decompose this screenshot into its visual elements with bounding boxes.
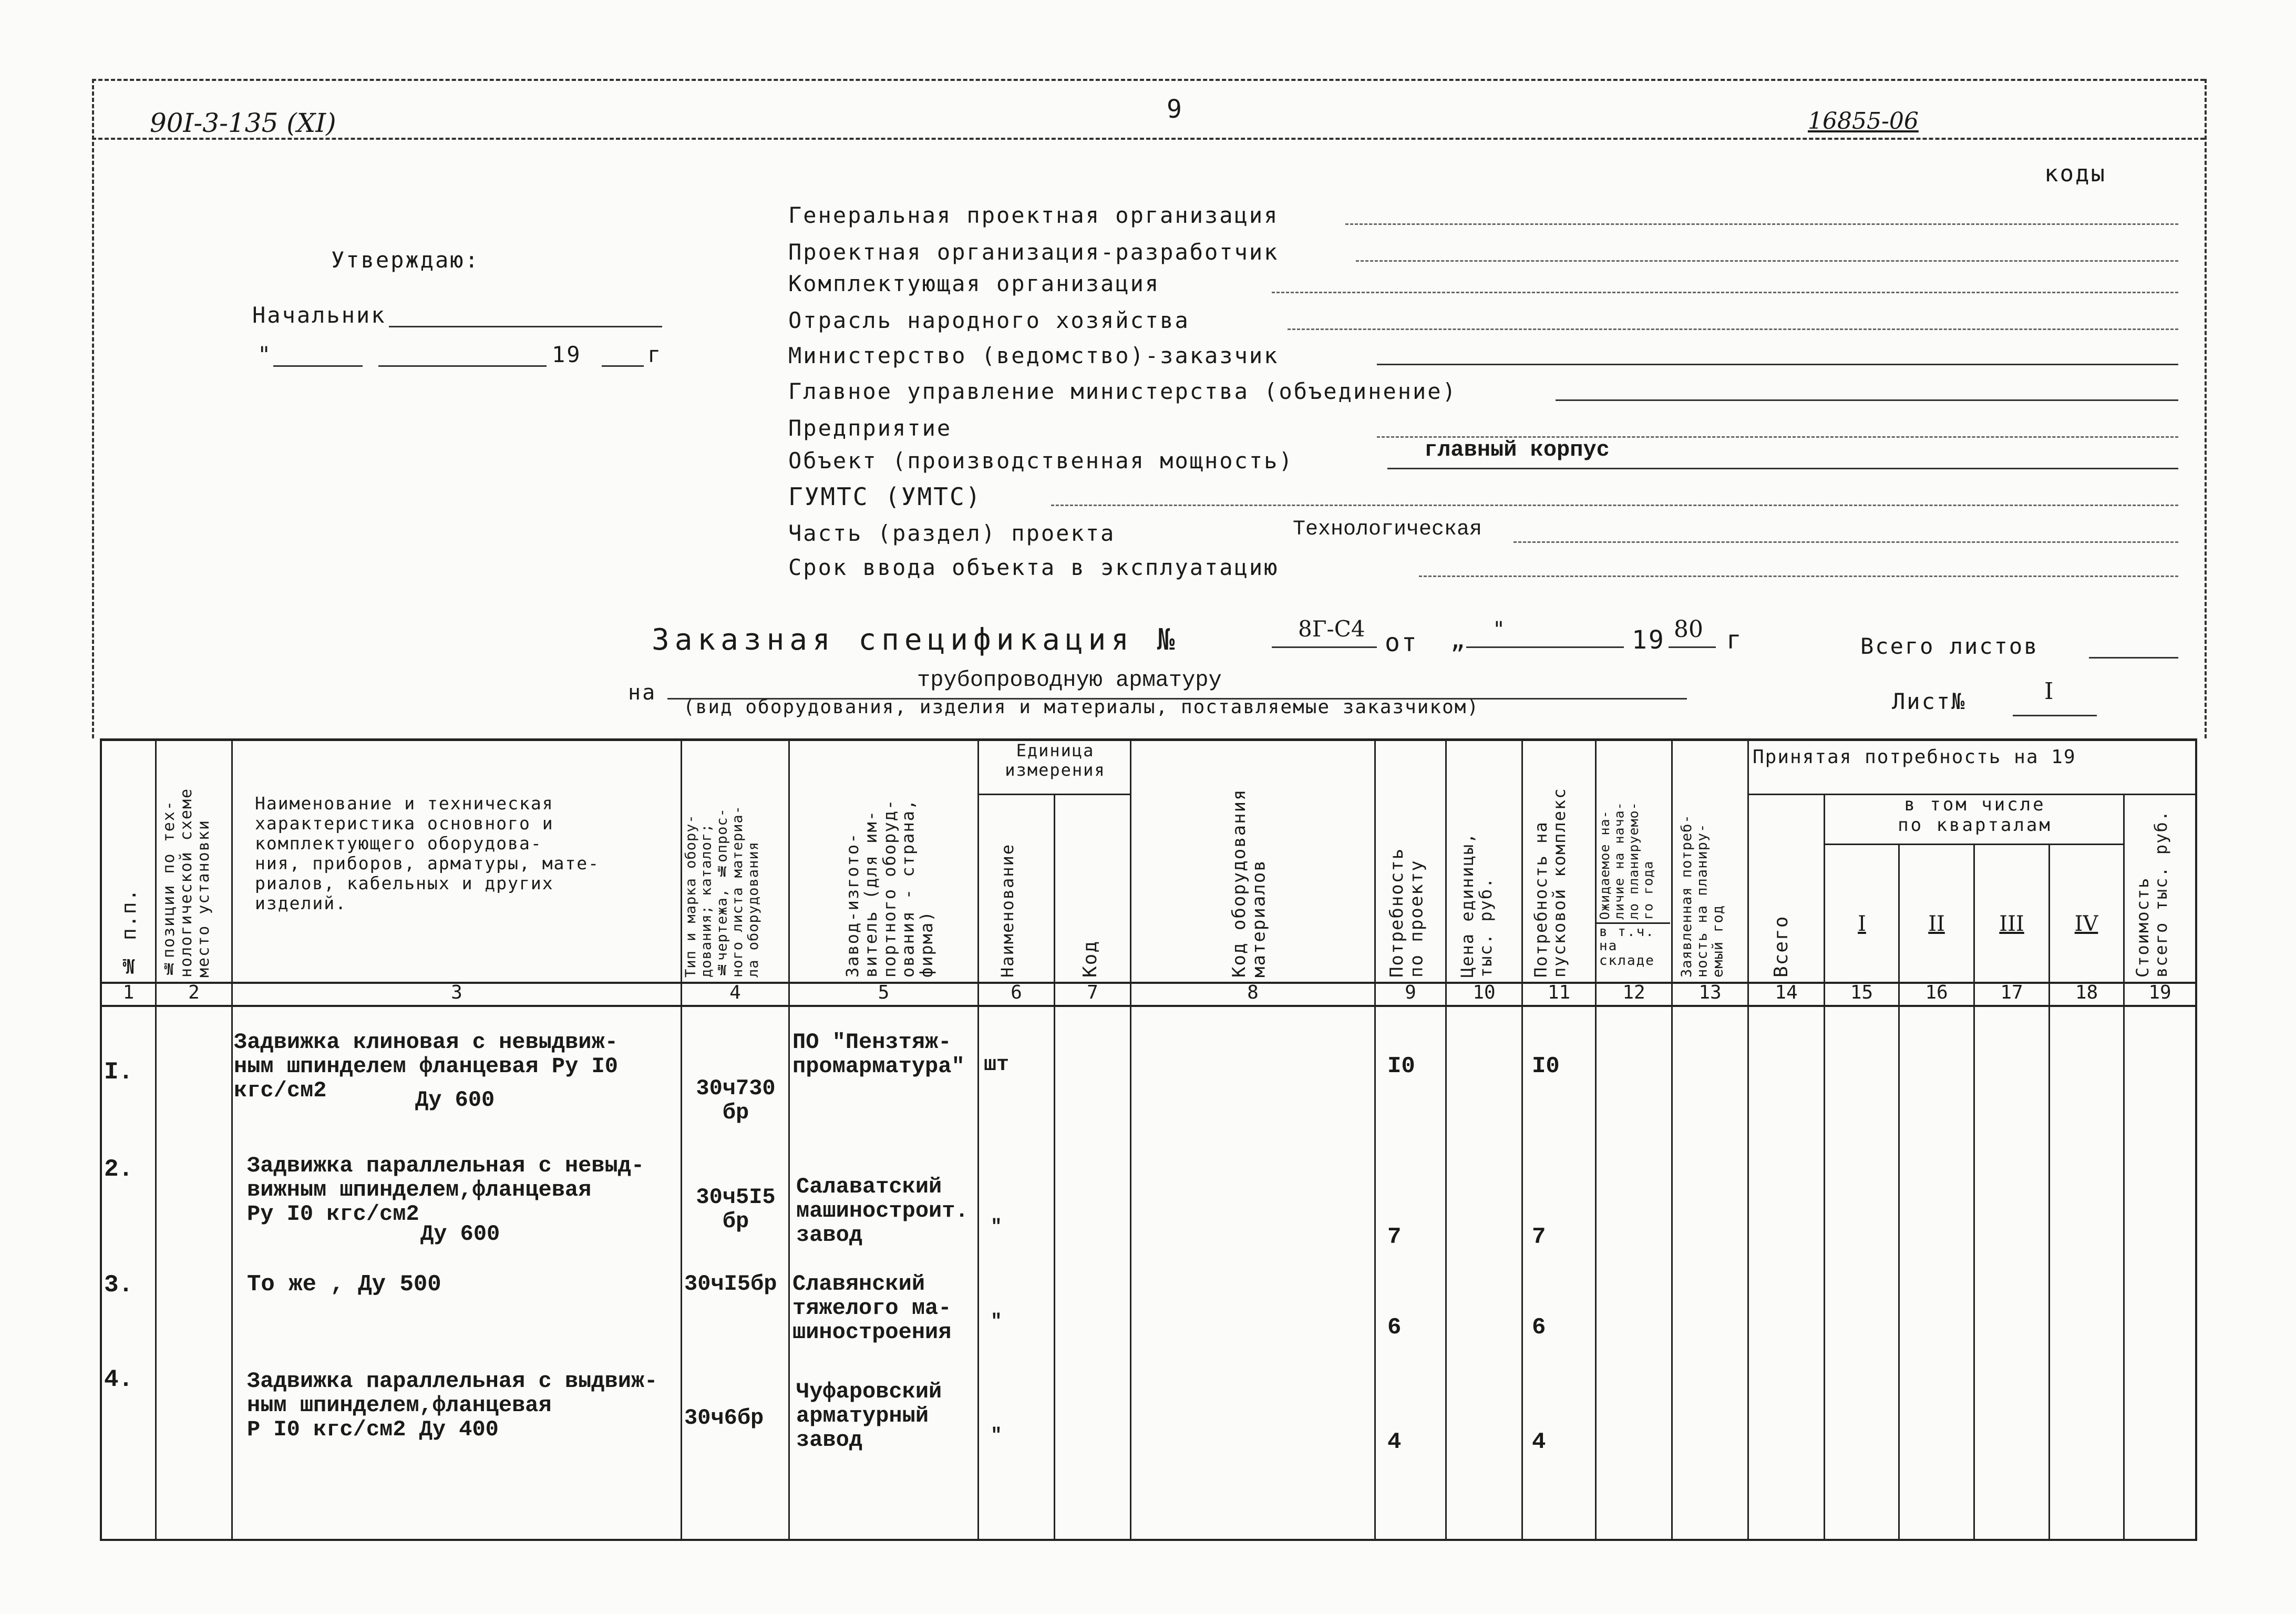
col-header-q2: II [1928,912,1945,936]
vline-c12 [1595,738,1597,1541]
col-header-project-need: Потребность по проекту [1386,847,1427,978]
approval-day-line [273,365,363,367]
row-3-unit: " [991,1311,1002,1332]
spec-quote-close: " [1492,618,1507,642]
row-1-size: Ду 600 [415,1087,495,1113]
vline-c19 [2123,794,2125,1541]
colnum-9: 9 [1405,982,1416,1003]
sheet-label: Лист№ [1892,688,1966,714]
field-ministry-line [1377,364,2178,365]
spec-subject-caption: (вид оборудования, изделия и материалы, поставляемые заказчиком) [683,696,1480,718]
row-4-name: Задвижка параллельная с выдвиж- ным шпинделем,фланцевая Р I0 кгс/см2 Ду 400 [247,1369,658,1443]
row-3-launch: 6 [1532,1314,1546,1341]
doc-code: 90I-3-135 (XI) [150,108,336,138]
field-main-dept-line [1556,399,2178,401]
col-header-num: № п.п. [117,888,140,978]
vline-c3 [231,738,233,1541]
frame-left [92,79,94,738]
approval-title: Утверждаю: [331,247,480,273]
field-general-org-label: Генеральная проектная организация [788,202,1279,228]
field-part-line [1513,541,2178,543]
sheet-number: I [2044,678,2054,705]
col-header-unit-group: Единица измерения [1005,741,1106,780]
field-deadline-line [1419,575,2178,577]
approval-year-prefix: 19 [552,342,582,367]
spec-number-line [1272,646,1377,648]
row-2-type: 30ч5I5 бр [696,1185,776,1235]
approval-year-suffix: г [647,342,663,367]
row-1-name: Задвижка клиновая с невыдвиж- ным шпинделем фланцевая Ру I0 кгс/см2 [234,1030,618,1104]
vline-c7 [1054,794,1055,1541]
col-header-unit-code: Код [1079,940,1101,978]
spec-title: Заказная спецификация № [652,623,1180,657]
row-4-need: 4 [1387,1429,1402,1455]
vline-c14 [1747,738,1749,1541]
field-design-org-line [1356,260,2178,262]
field-part-value: Технологическая [1293,518,1482,541]
colnum-10: 10 [1473,982,1496,1003]
vline-left [100,738,102,1541]
col-header-cost: Стоимость всего тыс. руб. [2133,810,2171,978]
colnum-16: 16 [1925,982,1948,1003]
codes-label: коды [2044,160,2106,187]
colnum-6: 6 [1011,982,1022,1003]
field-ministry-label: Министерство (ведомство)-заказчик [788,343,1279,368]
vline-c10 [1445,738,1447,1541]
row-1-maker: ПО "Пензтяж- промарматура" [792,1030,965,1080]
field-design-org-label: Проектная организация-разработчик [788,239,1279,265]
row-2-unit: " [991,1216,1002,1238]
colnum-2: 2 [188,982,200,1003]
row-3-name: То же , Ду 500 [247,1271,441,1298]
colnum-14: 14 [1775,982,1798,1003]
vline-c16 [1898,844,1900,1541]
field-gumts-label: ГУМТС (УМТС) [788,482,982,511]
total-sheets-line [2089,657,2178,659]
vline-c17 [1973,844,1975,1541]
frame-right [2205,79,2207,738]
row-2-need: 7 [1387,1224,1402,1250]
sheet-number-line [2013,715,2097,716]
col-header-position: №позиции по тех- нологической схеме место установки [160,787,213,978]
field-general-org-line [1345,223,2178,225]
col-header-expected-stock: в т.ч. на складе [1599,924,1655,969]
frame-top [92,79,2205,81]
colnum-8: 8 [1247,982,1259,1003]
spec-from-label: от [1385,628,1418,657]
colnum-11: 11 [1547,982,1571,1003]
row-1-need: I0 [1387,1053,1415,1080]
vline-c8 [1130,738,1131,1541]
field-part-label: Часть (раздел) проекта [788,520,1116,546]
page-number: 9 [1167,95,1183,124]
vline-c5 [788,738,790,1541]
spec-year-prefix: 19 [1632,625,1665,655]
total-sheets-label: Всего листов [1860,633,2039,659]
field-main-dept-label: Главное управление министерства (объединение) [788,378,1457,404]
field-object-value: главный корпус [1424,437,1610,462]
col-header-accepted-group: Принятая потребность на 19 [1753,746,2076,768]
row-4-launch: 4 [1532,1429,1546,1455]
spec-year-line [1669,646,1716,648]
col-header-unit-name: Наименование [997,843,1017,978]
col-header-q1: I [1858,912,1866,936]
row-2-name: Задвижка параллельная с невыд- вижным шпинделем,фланцевая Ру I0 кгс/см2 [247,1153,645,1227]
row-1-type: 30ч730 бр [696,1076,776,1126]
vline-c18 [2048,844,2050,1541]
archive-number: 16855-06 [1808,108,1919,135]
row-2-launch: 7 [1532,1224,1546,1250]
col-header-unit-price: Цена единицы, тыс. руб. [1457,832,1496,978]
colnum-19: 19 [2148,982,2171,1003]
spec-year: 80 [1674,616,1703,643]
col-header-equipment-code: Код оборудования материалов [1229,788,1270,978]
approval-quote: " [258,342,273,367]
field-object-label: Объект (производственная мощность) [788,448,1294,474]
row-3-type: 30чI5бр [684,1271,777,1297]
colnum-13: 13 [1698,982,1722,1003]
field-enterprise-label: Предприятие [788,415,952,441]
row-1-num: I. [104,1058,133,1086]
vline-c11 [1521,738,1523,1541]
colnum-3: 3 [451,982,462,1003]
col-header-quarter-group: в том числе по кварталам [1898,794,2052,836]
chief-label: Начальник [252,302,386,328]
row-4-unit: " [991,1425,1002,1446]
approval-month-line [378,365,547,367]
row-1-launch: I0 [1532,1053,1560,1080]
approval-year-line [602,365,644,367]
spec-on-label: на [628,681,657,705]
colnum-5: 5 [878,982,890,1003]
table-colnum-bottom [100,1005,2197,1007]
field-deadline-label: Срок ввода объекта в эксплуатацию [788,554,1279,580]
vline-c9 [1374,738,1376,1541]
chief-signature-line [389,326,662,327]
col-header-q3: III [1999,912,2024,936]
col-header-launch-need: Потребность на пусковой комплекс [1531,787,1570,978]
colnum-1: 1 [122,982,135,1003]
field-object-line [1387,468,2178,469]
colnum-17: 17 [2000,982,2023,1003]
col-header-type: Тип и марка обору- дования; каталог; №чертежа, №опрос- ного листа материа- ла оборудования [683,805,761,978]
col-header-total: Всего [1770,915,1792,978]
vline-c2 [155,738,157,1541]
table-bottom-border [100,1539,2197,1541]
row-3-num: 3. [104,1271,133,1299]
vline-c6 [977,738,979,1541]
vline-c13 [1671,738,1673,1541]
colnum-12: 12 [1622,982,1645,1003]
field-complete-org-label: Комплектующая организация [788,271,1160,296]
row-3-maker: Славянский тяжелого ма- шиностроения [792,1271,952,1345]
spec-number: 8Г-С4 [1298,616,1365,642]
colnum-15: 15 [1850,982,1873,1003]
row-1-unit: шт [984,1053,1010,1077]
col-header-maker: Завод-изгото- витель (для им- портного оборуд- ования - страна, фирма) [842,798,936,978]
row-4-maker: Чуфаровский арматурный завод [796,1379,942,1453]
vline-c15 [1824,794,1825,1541]
field-gumts-line [1051,505,2178,506]
row-3-need: 6 [1387,1314,1402,1341]
field-complete-org-line [1272,292,2178,293]
field-industry-line [1288,328,2178,330]
col-header-expected: Ожидаемое на- личие на нача- ло планируемо- го года [1597,801,1656,920]
spec-year-suffix: г [1726,625,1743,655]
row-2-maker: Салаватский машиностроит. завод [796,1174,969,1248]
row-2-size: Ду 600 [420,1221,500,1247]
vline-right [2195,738,2197,1541]
col-header-declared: Заявленная потреб- ность на планиру- емый год [1679,814,1726,978]
colnum-4: 4 [729,982,741,1003]
spec-quote-open: „ [1450,625,1467,654]
spec-date-line [1466,646,1624,648]
table-top-border [100,738,2197,741]
frame-header-rule [92,138,2205,140]
vline-c4 [681,738,682,1541]
colnum-7: 7 [1087,982,1098,1003]
field-industry-label: Отрасль народного хозяйства [788,307,1190,333]
spec-subject: трубопроводную арматуру [917,667,1222,693]
row-4-type: 30ч6бр [684,1405,764,1431]
col-header-q4: IV [2074,912,2098,936]
col-header-name: Наименование и техническая характеристика основного и комплектующего оборудова- ния, приборов, арматуры, мате- риалов, кабельных и других изделий. [255,793,600,913]
row-2-num: 2. [104,1156,133,1183]
colnum-18: 18 [2075,982,2098,1003]
row-4-num: 4. [104,1366,133,1393]
